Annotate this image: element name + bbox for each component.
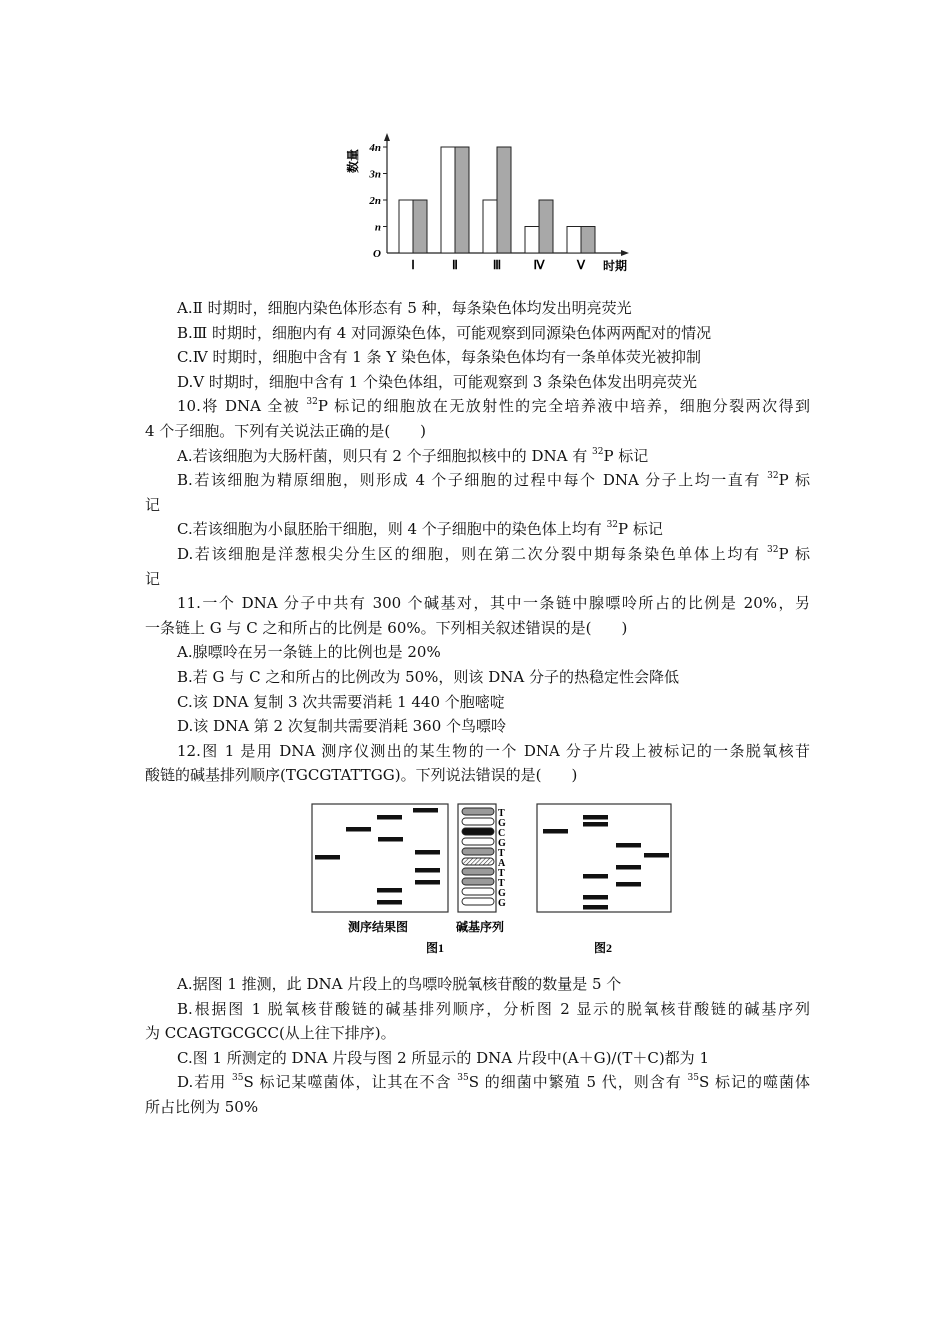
gel-band — [583, 874, 608, 879]
base-band — [462, 808, 494, 815]
q10-stem: 10.将 DNA 全被 $^{32}$P 标记的细胞放在无放射性的完全培养液中培养，细胞分裂两次得到 — [177, 397, 810, 416]
base-band — [462, 838, 494, 845]
x-axis-arrow — [621, 250, 629, 256]
gel-band — [413, 808, 438, 813]
gel-band — [377, 815, 402, 820]
gel-band — [644, 853, 669, 858]
x-tick-label: Ⅳ — [533, 258, 545, 272]
fig1-label: 图1 — [426, 941, 445, 955]
y-tick-label: 4n — [369, 142, 381, 154]
gel-band — [315, 855, 340, 860]
bar-white — [441, 147, 455, 253]
y-axis-arrow — [384, 133, 390, 141]
bar-gray — [539, 200, 553, 253]
gel-band — [583, 822, 608, 827]
y-tick-label: 3n — [369, 168, 381, 181]
q10-option-c: C.若该细胞为小鼠胚胎干细胞，则 4 个子细胞中的染色体上均有 $^{32}$P 标记 — [177, 520, 663, 539]
base-band — [462, 858, 494, 865]
q12-option-c: C.图 1 所测定的 DNA 片段与图 2 所显示的 DNA 片段中(A＋G)/(T＋C)都为 1 — [177, 1048, 709, 1067]
gel-band — [583, 905, 608, 910]
y-tick-label: 2n — [369, 195, 381, 207]
base-band — [462, 868, 494, 875]
q11-option-d: D.该 DNA 第 2 次复制共需要消耗 360 个鸟嘌呤 — [177, 717, 507, 736]
base-letter: G — [498, 838, 506, 849]
q9-option-a: A.Ⅱ 时期时，细胞内染色体形态有 5 种，每条染色体均发出明亮荧光 — [177, 299, 632, 317]
x-tick-label: Ⅲ — [492, 258, 502, 272]
q10-stem-cont: 4 个子细胞。下列有关说法正确的是( ) — [145, 421, 427, 440]
base-letter: G — [498, 888, 506, 899]
y-tick-label: O — [373, 248, 381, 260]
base-letter: C — [498, 828, 506, 839]
base-band — [462, 888, 494, 895]
base-letter: G — [498, 818, 506, 829]
gel-band — [583, 895, 608, 900]
y-axis-label: 数量 — [346, 148, 360, 174]
bar-gray — [455, 147, 469, 253]
base-letter: T — [498, 868, 505, 879]
base-band — [462, 898, 494, 905]
chromosome-bar-chart — [345, 133, 635, 275]
q12-stem: 12.图 1 是用 DNA 测序仪测出的某生物的一个 DNA 分子片段上被标记的一条脱氧核苷 — [177, 741, 810, 760]
x-tick-label: Ⅰ — [411, 258, 415, 272]
q12-stem-cont: 酸链的碱基排列顺序(TGCGTATTGG)。下列说法错误的是( ) — [145, 766, 578, 785]
x-tick-label: Ⅱ — [452, 258, 458, 272]
gel-band — [346, 827, 371, 832]
gel-band — [583, 815, 608, 820]
dna-sequencing-figure — [310, 800, 675, 960]
gel-band — [616, 882, 641, 887]
gel-band — [378, 837, 403, 842]
q11-option-a: A.腺嘌呤在另一条链上的比例也是 20% — [177, 643, 441, 662]
q9-option-c: C.Ⅳ 时期时，细胞中含有 1 条 Y 染色体，每条染色体均有一条单体荧光被抑制 — [177, 348, 701, 367]
y-tick-label: n — [374, 221, 381, 234]
bar-white — [525, 227, 539, 254]
q11-option-b: B.若 G 与 C 之和所占的比例改为 50%，则该 DNA 分子的热稳定性会降低 — [177, 667, 679, 686]
caption-sequencing-result: 测序结果图 — [348, 920, 409, 934]
bar-gray — [497, 147, 511, 253]
q10-option-b: B.若该细胞为精原细胞，则形成 4 个子细胞的过程中每个 DNA 分子上均一直有 $^{32}$P 标 — [177, 471, 810, 490]
base-letter: G — [498, 898, 506, 909]
gel-band — [415, 868, 440, 873]
base-band — [462, 878, 494, 885]
base-letter: T — [498, 848, 505, 859]
bar-gray — [581, 227, 595, 254]
q12-option-d-cont: 所占比例为 50% — [145, 1097, 259, 1116]
base-band — [462, 828, 494, 835]
q10-option-b-cont: 记 — [145, 495, 161, 514]
q11-stem: 11.一个 DNA 分子中共有 300 个碱基对，其中一条链中腺嘌呤所占的比例是 20%，另 — [177, 594, 810, 613]
base-letter: A — [498, 858, 506, 869]
q10-option-a: A.若该细胞为大肠杆菌，则只有 2 个子细胞拟核中的 DNA 有 $^{32}$P 标记 — [177, 446, 649, 465]
caption-base-sequence: 碱基序列 — [456, 920, 505, 934]
gel-band — [377, 900, 402, 905]
q11-stem-cont: 一条链上 G 与 C 之和所占的比例是 60%。下列相关叙述错误的是( ) — [145, 618, 628, 637]
q12-option-b-cont: 为 CCAGTGCGCC(从上往下排序)。 — [145, 1024, 396, 1043]
gel-band — [543, 829, 568, 834]
q12-option-a: A.据图 1 推测，此 DNA 片段上的鸟嘌呤脱氧核苷酸的数量是 5 个 — [177, 975, 622, 993]
base-letter: T — [498, 878, 505, 889]
q10-option-d-cont: 记 — [145, 569, 161, 588]
base-band — [462, 818, 494, 825]
bar-gray — [413, 200, 427, 253]
gel-band — [377, 888, 402, 893]
fig2-label: 图2 — [594, 941, 613, 955]
x-tick-label: Ⅴ — [576, 258, 586, 272]
base-letter: T — [498, 808, 505, 819]
x-axis-label: 时期 — [603, 259, 628, 273]
q11-option-c: C.该 DNA 复制 3 次共需要消耗 1 440 个胞嘧啶 — [177, 692, 505, 711]
bar-white — [567, 227, 581, 254]
bar-white — [483, 200, 497, 253]
q9-option-b: B.Ⅲ 时期时，细胞内有 4 对同源染色体，可能观察到同源染色体两两配对的情况 — [177, 323, 712, 342]
q10-option-d: D.若该细胞是洋葱根尖分生区的细胞，则在第二次分裂中期每条染色单体上均有 $^{32}$P 标 — [177, 544, 810, 563]
gel-band — [415, 850, 440, 855]
q12-option-b: B.根据图 1 脱氧核苷酸链的碱基排列顺序，分析图 2 显示的脱氧核苷酸链的碱基序列 — [177, 999, 810, 1018]
base-band — [462, 848, 494, 855]
gel-band — [415, 880, 440, 885]
gel-band — [616, 865, 641, 870]
gel-band — [616, 843, 641, 848]
q9-option-d: D.Ⅴ 时期时，细胞中含有 1 个染色体组，可能观察到 3 条染色体发出明亮荧光 — [177, 372, 698, 391]
q12-option-d: D.若用 $^{35}$S 标记某噬菌体，让其在不含 $^{35}$S 的细菌中繁殖 5 代，则含有 $^{35}$S 标记的噬菌体 — [177, 1073, 810, 1092]
bar-white — [399, 200, 413, 253]
